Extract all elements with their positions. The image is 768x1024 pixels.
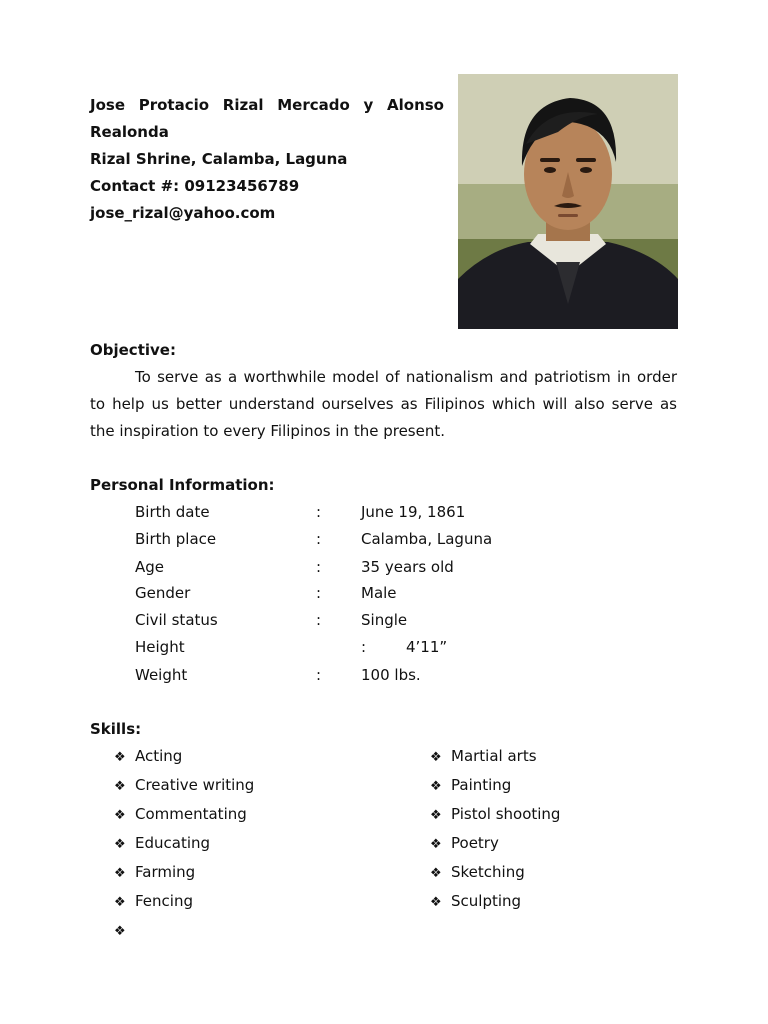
info-label: Age (135, 558, 165, 576)
diamond-bullet-icon: ❖ (114, 866, 126, 881)
skill-label: Sketching (451, 863, 525, 881)
info-value: 4’11” (406, 638, 448, 656)
skill-label: Pistol shooting (451, 805, 561, 823)
info-separator: : (316, 503, 322, 521)
skill-label: Martial arts (451, 747, 537, 765)
skill-item (430, 858, 525, 887)
info-row-civil-status (0, 607, 768, 634)
skill-label: Farming (135, 863, 196, 881)
skill-label: Commentating (135, 805, 247, 823)
info-row-gender (0, 580, 768, 607)
objective-line-2: to help us better understand ourselves as Filipinos which will also serve as (90, 395, 677, 413)
info-separator: : (361, 638, 367, 656)
info-row-birth-date (0, 499, 768, 526)
diamond-bullet-icon: ❖ (114, 750, 126, 765)
skill-label: Painting (451, 776, 512, 794)
diamond-bullet-icon: ❖ (114, 837, 126, 852)
resume-address: Rizal Shrine, Calamba, Laguna (90, 150, 348, 168)
info-row-birth-place (0, 526, 768, 553)
info-row-age (0, 554, 768, 581)
skill-item (430, 742, 537, 771)
info-label: Birth date (135, 503, 210, 521)
skill-item (114, 887, 193, 916)
resume-name-line-1: Jose Protacio Rizal Mercado y Alonso (90, 96, 444, 114)
skill-item (114, 916, 126, 945)
skill-label: Poetry (451, 834, 499, 852)
info-label: Birth place (135, 530, 217, 548)
diamond-bullet-icon: ❖ (114, 808, 126, 823)
skills-title: Skills: (90, 720, 142, 738)
skill-item (430, 887, 522, 916)
diamond-bullet-icon: ❖ (430, 895, 442, 910)
info-label: Weight (135, 666, 188, 684)
info-separator: : (316, 558, 322, 576)
skill-item (430, 800, 561, 829)
skill-item (114, 742, 183, 771)
info-row-weight (0, 662, 768, 689)
skill-label: Sculpting (451, 892, 522, 910)
skill-label: Creative writing (135, 776, 255, 794)
info-label: Height (135, 638, 185, 656)
diamond-bullet-icon: ❖ (430, 808, 442, 823)
info-value: Calamba, Laguna (361, 530, 493, 548)
objective-title: Objective: (90, 341, 176, 359)
diamond-bullet-icon: ❖ (114, 924, 126, 939)
skill-item (114, 829, 211, 858)
resume-email: jose_rizal@yahoo.com (90, 204, 276, 222)
diamond-bullet-icon: ❖ (114, 779, 126, 794)
diamond-bullet-icon: ❖ (430, 779, 442, 794)
info-value: 100 lbs. (361, 666, 421, 684)
info-separator: : (316, 666, 322, 684)
diamond-bullet-icon: ❖ (430, 750, 442, 765)
diamond-bullet-icon: ❖ (430, 866, 442, 881)
info-separator: : (316, 611, 322, 629)
personal-info-title: Personal Information: (90, 476, 275, 494)
resume-contact: Contact #: 09123456789 (90, 177, 300, 195)
objective-line-3: the inspiration to every Filipinos in the present. (90, 422, 446, 440)
info-value: June 19, 1861 (361, 503, 466, 521)
skill-item (430, 771, 512, 800)
resume-name-line-2: Realonda (90, 123, 169, 141)
skill-item (114, 858, 196, 887)
skill-item (114, 800, 247, 829)
skill-label: Fencing (135, 892, 193, 910)
objective-line-1: To serve as a worthwhile model of nationalism and patriotism in order (135, 368, 677, 386)
diamond-bullet-icon: ❖ (114, 895, 126, 910)
skill-item (114, 771, 255, 800)
skill-item (430, 829, 499, 858)
info-label: Gender (135, 584, 191, 602)
info-separator: : (316, 584, 322, 602)
skill-label: Educating (135, 834, 211, 852)
info-label: Civil status (135, 611, 218, 629)
info-row-height (0, 634, 768, 661)
info-value: 35 years old (361, 558, 454, 576)
info-separator: : (316, 530, 322, 548)
portrait-photo (458, 74, 678, 329)
info-value: Single (361, 611, 408, 629)
info-value: Male (361, 584, 397, 602)
diamond-bullet-icon: ❖ (430, 837, 442, 852)
skill-label: Acting (135, 747, 183, 765)
